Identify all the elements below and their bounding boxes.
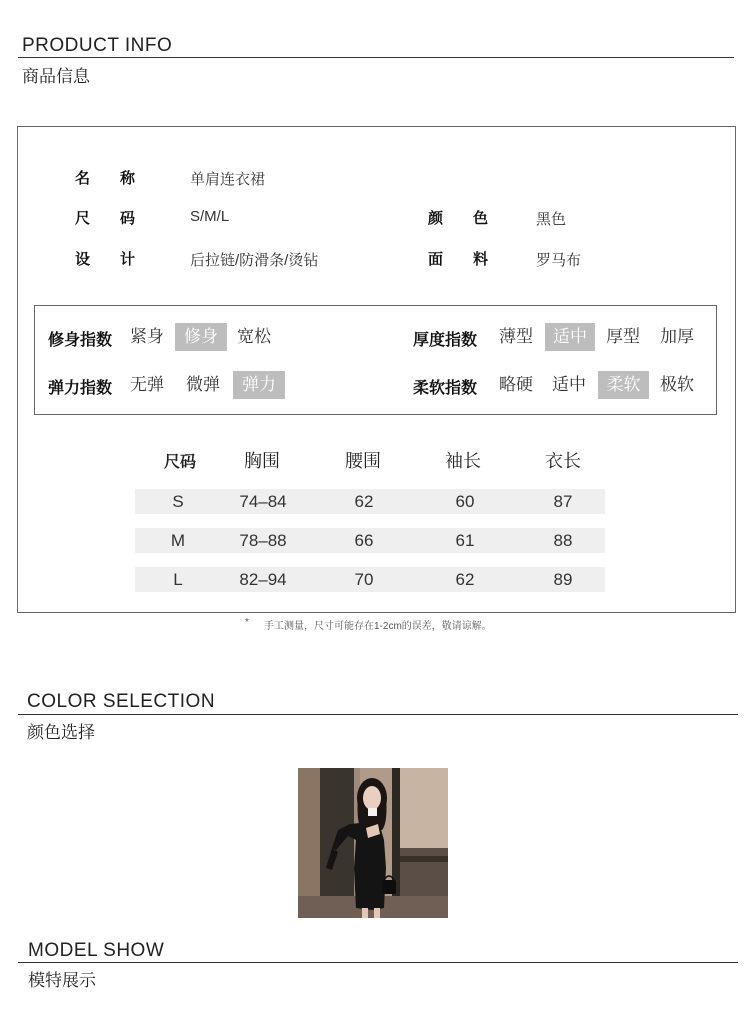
table-cell-waist: 62 (354, 492, 374, 511)
table-cell-bust: 78–88 (239, 531, 287, 550)
index-title-softness: 柔软指数 (413, 380, 478, 397)
size-table-header-size: 尺码 (163, 454, 196, 471)
thickness-option-thick: 厚型 (606, 327, 640, 346)
model-show-divider (18, 962, 738, 963)
table-cell-sleeve: 61 (455, 531, 475, 550)
softness-option-stiff: 略硬 (499, 375, 533, 394)
model-show-title-cn: 模特展示 (28, 971, 96, 990)
product-info-title-cn: 商品信息 (22, 67, 90, 86)
table-cell-bust: 82–94 (239, 570, 287, 589)
color-selection-title-en: COLOR SELECTION (27, 691, 216, 712)
table-cell-size: L (173, 570, 183, 589)
table-cell-size: M (170, 531, 186, 550)
table-cell-waist: 70 (354, 570, 374, 589)
color-selection-title-cn: 颜色选择 (27, 723, 95, 742)
black-dress-photo[interactable] (298, 768, 448, 918)
spec-label-fabric: 面 料 (428, 251, 489, 268)
spec-value-design: 后拉链/防滑条/烫钻 (190, 252, 319, 269)
spec-label-name: 名 称 (75, 170, 136, 187)
size-table-header-bust: 胸围 (244, 451, 280, 471)
model-illustration (298, 768, 448, 918)
measurement-note-text: 手工测量，尺寸可能存在1-2cm的误差，敬请谅解。 (264, 621, 492, 632)
spec-value-fabric: 罗马布 (536, 252, 582, 269)
table-cell-sleeve: 62 (455, 570, 475, 589)
spec-label-size: 尺 码 (75, 210, 136, 227)
index-title-thickness: 厚度指数 (413, 332, 478, 349)
index-title-elasticity: 弹力指数 (48, 380, 113, 397)
table-cell-length: 89 (553, 570, 573, 589)
size-table-header-sleeve: 袖长 (445, 451, 481, 471)
softness-option-medium: 适中 (552, 375, 586, 394)
index-title-fit: 修身指数 (48, 332, 113, 349)
spec-value-color: 黑色 (536, 211, 567, 228)
softness-option-soft-selected: 柔软 (598, 371, 649, 399)
spec-value-size: S/M/L (190, 208, 230, 225)
softness-option-very-soft: 极软 (660, 375, 694, 394)
thickness-option-medium-selected: 适中 (545, 323, 595, 351)
table-cell-bust: 74–84 (239, 492, 287, 511)
fit-option-tight: 紧身 (130, 327, 164, 346)
elasticity-option-slight: 微弹 (186, 375, 220, 394)
product-info-divider (18, 57, 734, 58)
size-table-header-waist: 腰围 (345, 451, 381, 471)
table-cell-length: 88 (553, 531, 573, 550)
thickness-option-extra-thick: 加厚 (660, 327, 694, 346)
model-show-title-en: MODEL SHOW (28, 940, 165, 961)
measurement-note-star: * (245, 617, 249, 628)
spec-value-name: 单肩连衣裙 (190, 171, 266, 188)
size-table-header-length: 衣长 (545, 451, 581, 471)
fit-option-loose: 宽松 (237, 327, 271, 346)
color-selection-divider (18, 714, 738, 715)
elasticity-option-none: 无弹 (130, 375, 164, 394)
spec-label-color: 颜 色 (428, 210, 489, 227)
fit-option-slim-selected: 修身 (175, 323, 227, 351)
spec-label-design: 设 计 (75, 251, 136, 268)
table-cell-sleeve: 60 (455, 492, 475, 511)
table-cell-length: 87 (553, 492, 573, 511)
table-cell-waist: 66 (354, 531, 374, 550)
elasticity-option-elastic-selected: 弹力 (233, 371, 285, 399)
product-info-title-en: PRODUCT INFO (22, 35, 173, 56)
thickness-option-thin: 薄型 (499, 327, 533, 346)
table-cell-size: S (172, 492, 184, 511)
